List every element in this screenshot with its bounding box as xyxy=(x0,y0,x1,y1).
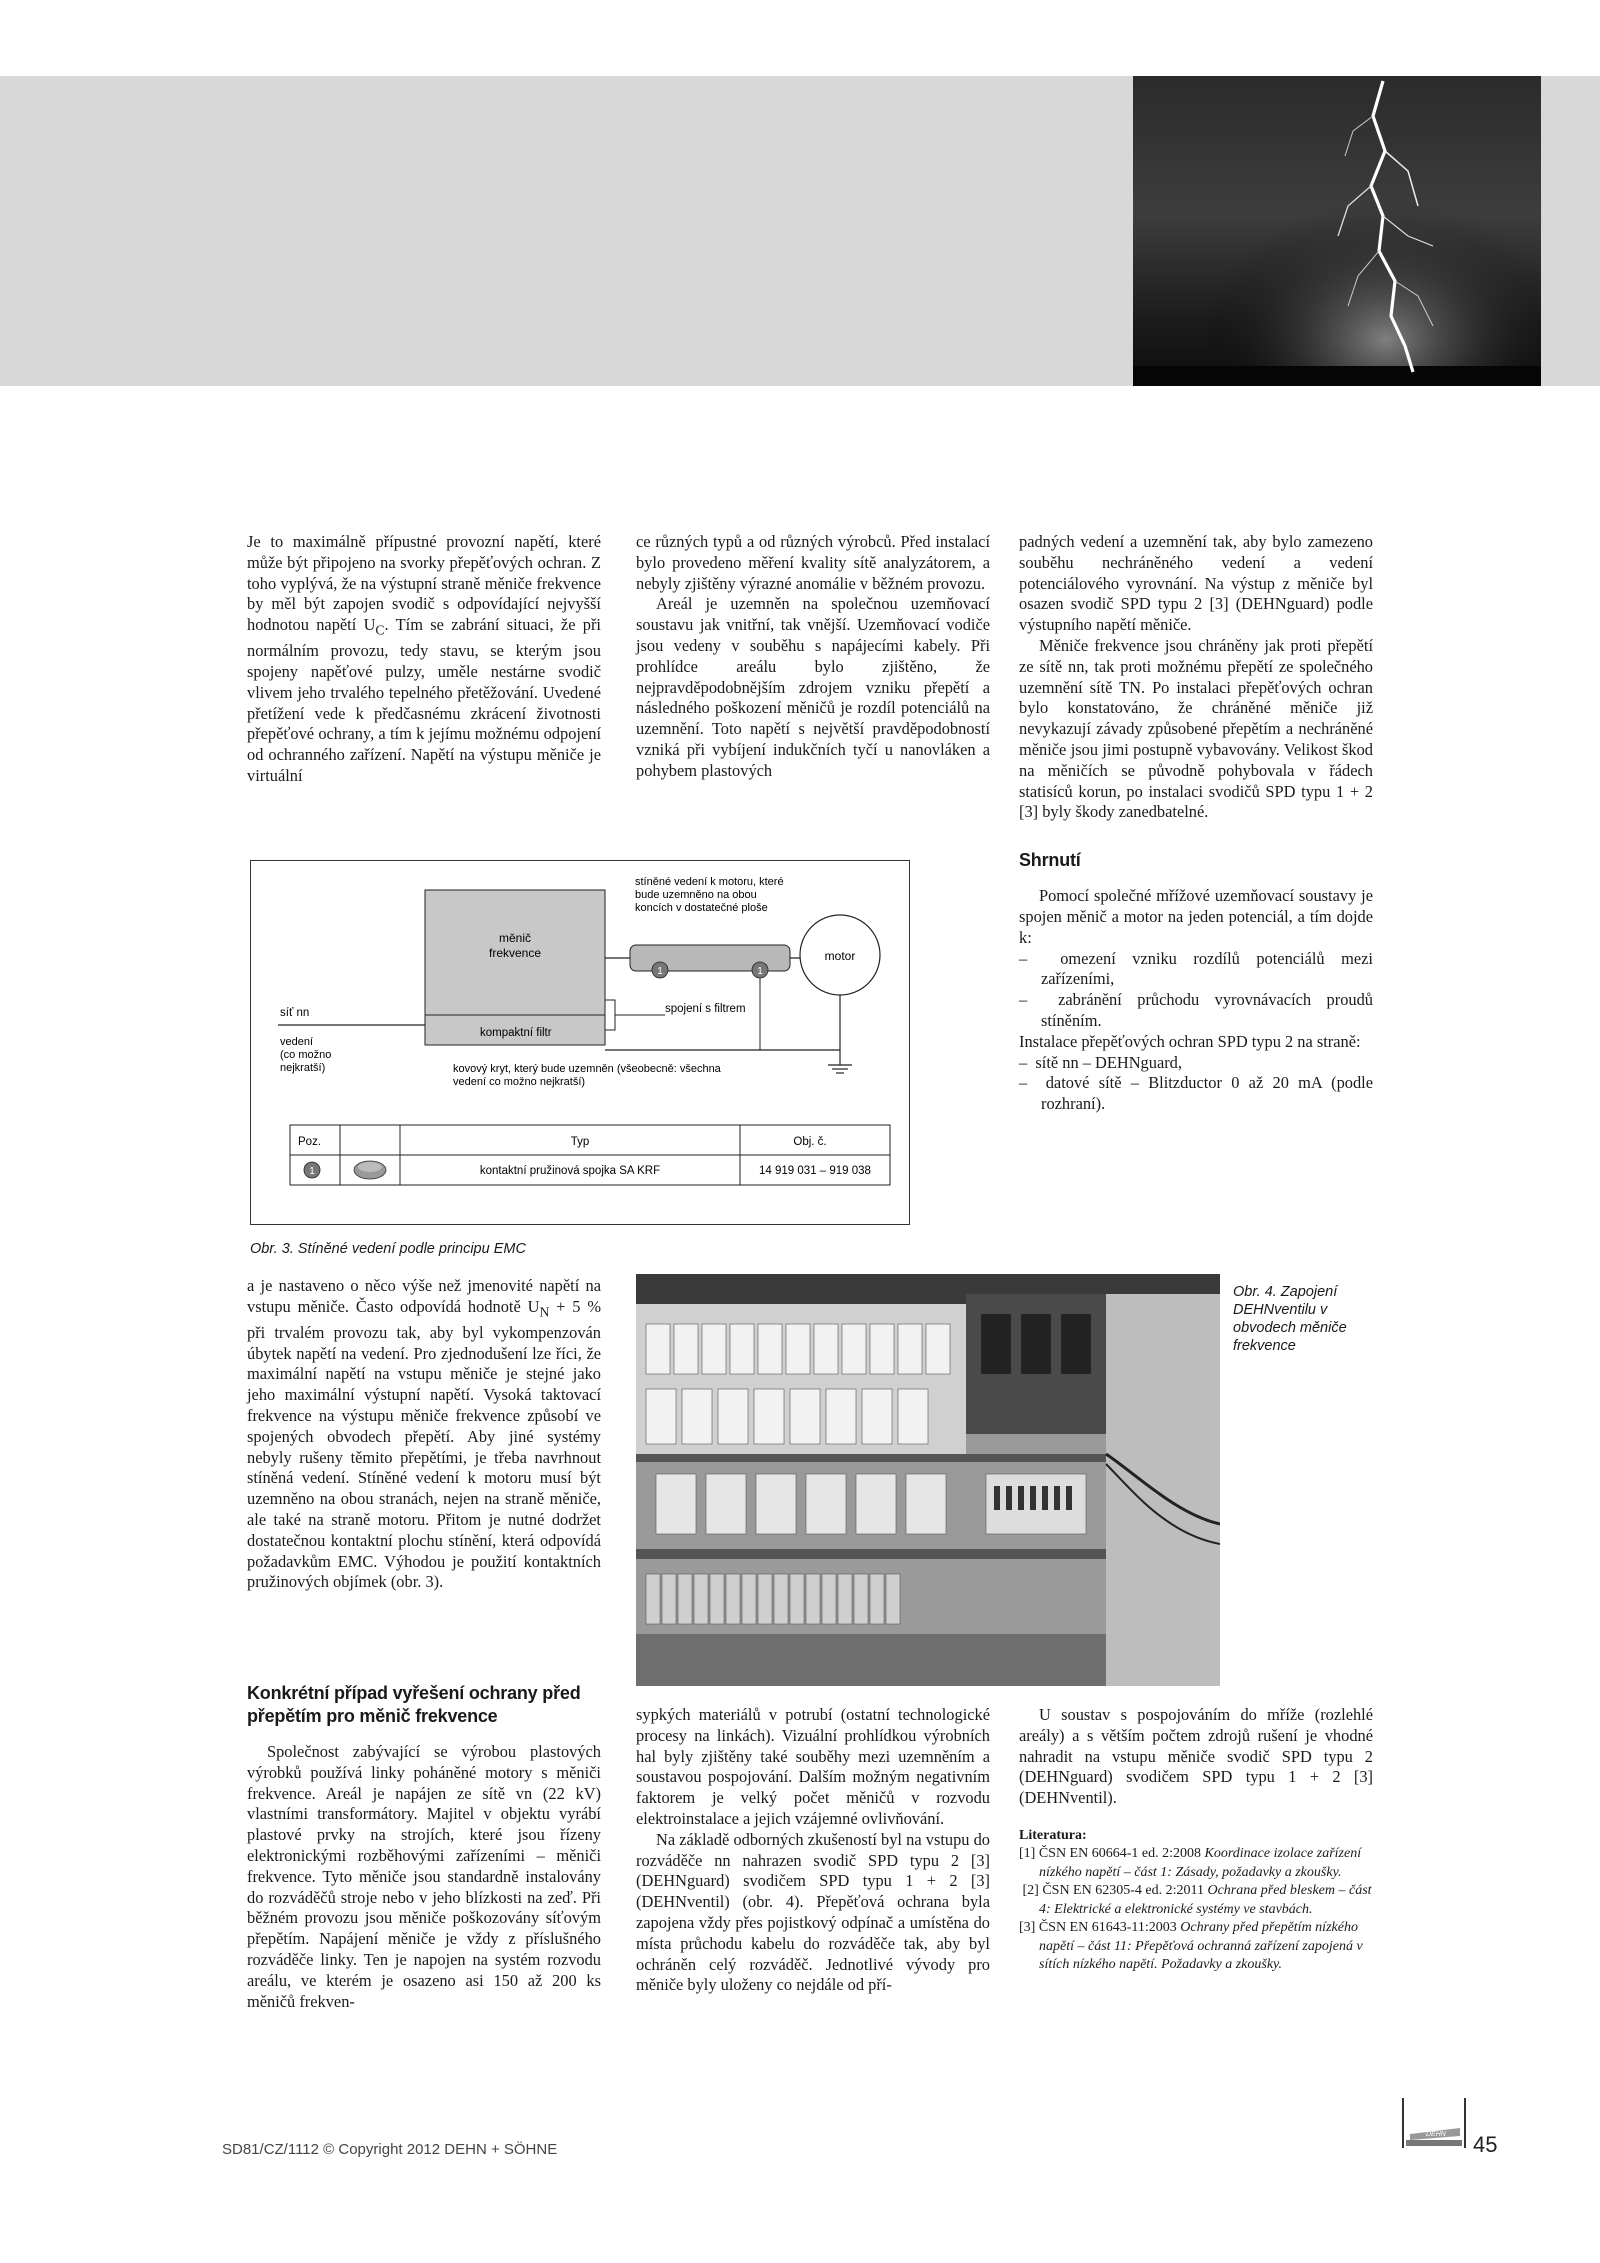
shield-label-2: bude uzemněno na obou xyxy=(635,889,757,901)
ref-title: Koordinace izolace zařízení nízkého napětí – část 1: Zásady, požadavky a zkoušky. xyxy=(1039,1846,1362,1880)
cabinet-photo xyxy=(636,1274,1220,1686)
paragraph: Společnost zabývající se výrobou plastových výrobků používá linky poháněné motory s měniči frekvence. Areál je napájen ze sítě vn (22 kV) vlastními transformátory. Majitel v objektu vyrábí plastové prvky na strojích, které jsou řízeny elektronickými rozběhovými zařízeními – měniči frekvence. Tyto měniče jsou standardně instalovány do rozváděčů stroje nebo v jeho blízkosti na zeď. Při běžném provozu jsou měniče poškozovány síťovým přepětím. Napájení měniče je vždy z příslušného rozváděče linky. Ten je napojen na systém rozvodu areálu, ve kterém je osazeno asi 150 až 200 ks měničů frekven- xyxy=(247,1742,601,2011)
ref-title: Ochrana před bleskem – část 4: Elektrické a elektronické systémy ve stavbách. xyxy=(1039,1883,1372,1917)
dehn-logo xyxy=(1402,2098,1468,2148)
paragraph: Měniče frekvence jsou chráněny jak proti přepětí ze sítě nn, tak proti možnému přepětí ze společného uzemnění sítě TN. Po instalaci přepěťových ochran bylo konstatováno, že chráněné měniče již nevykazují závady způsobené přepětím a nechráněné měniče jsou jimi postupně vybavovány. Velikost škod na měničích se původně pohybovala v řádech statisíců korun, po instalaci svodičů SPD typu 1 + 2 [3] byly škody zanedbatelné. xyxy=(1019,635,1373,822)
list xyxy=(1019,1053,1373,1115)
page-number: 45 xyxy=(1473,2132,1498,2157)
section-heading-case: Konkrétní případ vyřešení ochrany před přepětím pro měnič frekvence xyxy=(247,1683,581,1726)
section-heading-shrnuti: Shrnutí xyxy=(1019,850,1081,871)
shield-label-3: koncích v dostatečné ploše xyxy=(635,902,768,914)
column-1-middle xyxy=(247,1276,601,1593)
line-label-1: vedení xyxy=(280,1036,314,1048)
marker-label: 1 xyxy=(757,966,763,977)
line-label-3: nejkratší) xyxy=(280,1062,326,1074)
column-2-top xyxy=(636,532,990,782)
converter-label-1: měnič xyxy=(498,931,532,945)
line-label-2: (co možno xyxy=(280,1049,332,1061)
column-1-top xyxy=(247,532,601,787)
paragraph: Areál je uzemněn na společnou uzemňovací soustavu jak vnitřní, tak vnější. Uzemňovací vodiče jsou vedeny v souběhu s napájecími kabely. Při prohlídce areálu bylo zjištěno, že nejpravděpodobnějším zdrojem vzniku přepětí a následného poškození měničů je rozdíl potenciálů na uzemnění. Toto napětí s největší pravděpodobností vzniká při vybíjení indukčních tyčí u nanovláken a pohybem plastových xyxy=(636,594,990,780)
filter-label: kompaktní filtr xyxy=(480,1027,552,1039)
literature-item xyxy=(1019,1845,1373,1882)
mains-label: síť nn xyxy=(280,1007,310,1019)
literature-heading: Literatura: xyxy=(1019,1827,1087,1843)
table-head-order: Obj. č. xyxy=(793,1136,827,1148)
text: Je to maximálně přípustné provozní napětí, které může být připojeno na svorky přepěťových ochran. Z toho vyplývá, že na výstupní straně měniče frekvence by měl být zapojen svodič s odpovídající nejvyšší hodnotou napětí U xyxy=(247,532,601,635)
column-3-bottom xyxy=(1019,1705,1373,1975)
list-item: – zabránění průchodu vyrovnávacích proudů stíněním. xyxy=(1019,990,1373,1030)
table-head-pos: Poz. xyxy=(298,1136,322,1148)
list xyxy=(1019,949,1373,1032)
text: + 5 % při trvalém provozu tak, aby byl vykompenzován úbytek napětí na vedení. Pro zjednodušení lze říci, že maximální napětí na vstupu měniče je stejné jako jeho maximální výstupní napětí. Vysoká taktovací frekvence na výstupu měniče frekvence způsobí ve spojených obvodech přepětí. Aby jiné systémy nebyly rušeny těmito přepětími, je třeba navrhnout stíněná vedení. Stíněné vedení k motoru musí být uzemněno na obou stranách, nejen na straně měniče, ale také na straně motoru. Přitom je nutné dodržet dostatečnou kontaktní plochu stínění, která odpovídá požadavkům EMC. Výhodou je použití kontaktních pružinových objímek (obr. 3). xyxy=(247,1296,601,1592)
literature xyxy=(1019,1827,1373,1975)
paragraph xyxy=(247,1276,601,1593)
ref-title: Ochrany před přepětím nízkého napětí – část 11: Přepěťová ochranná zařízení zapojená v sítích nízkého napětí. Požadavky a zkoušky. xyxy=(1039,1920,1363,1973)
footer-copyright: SD81/CZ/1112 © Copyright 2012 DEHN + SÖHNE xyxy=(222,2141,558,2158)
column-2-bottom xyxy=(636,1705,990,1996)
column-3 xyxy=(1019,532,1373,1115)
list-item: – omezení vzniku rozdílů potenciálů mezi zařízeními, xyxy=(1019,948,1373,989)
cover-label-1: kovový kryt, který bude uzemněn (všeobecně: všechna xyxy=(453,1063,721,1075)
ref-number: [3] ČSN EN 61643-11:2003 xyxy=(1019,1920,1181,1936)
column-1-bottom xyxy=(247,1682,601,2012)
subscript: N xyxy=(539,1304,550,1320)
list-item: – sítě nn – DEHNguard, xyxy=(1019,1052,1182,1072)
filter-connection-label: spojení s filtrem xyxy=(665,1003,746,1015)
list-item: – datové sítě – Blitzductor 0 až 20 mA (podle rozhraní). xyxy=(1019,1073,1373,1114)
paragraph: U soustav s pospojováním do mříže (rozlehlé areály) a s větším počtem zdrojů rušení je vhodné nahradit na vstupu měniče svodič SPD typu 2 (DEHNguard) svodičem SPD typu 1 + 2 [3] (DEHNventil). xyxy=(1019,1705,1373,1808)
cover-label-2: vedení co možno nejkratší) xyxy=(453,1076,586,1088)
parts-table xyxy=(290,1125,890,1185)
paragraph: padných vedení a uzemnění tak, aby bylo zamezeno souběhu nechráněného vedení a vedení potenciálového vyrovnání. Na výstup z měniče byl osazen svodič SPD typu 2 [3] (DEHNguard) podle výstupního napětí měniče. xyxy=(1019,532,1373,635)
table-head-type: Typ xyxy=(570,1136,590,1148)
table-row-order: 14 919 031 – 919 038 xyxy=(759,1165,871,1177)
text: a je nastaveno o něco výše než jmenovité napětí na vstupu měniče. Často odpovídá hodnotě U xyxy=(247,1276,601,1316)
converter-box xyxy=(425,890,605,1045)
converter-label-2: frekvence xyxy=(488,946,542,960)
table-row-type: kontaktní pružinová spojka SA KRF xyxy=(479,1165,661,1177)
literature-item xyxy=(1019,1882,1373,1919)
paragraph xyxy=(247,532,601,787)
paragraph: Pomocí společné mřížové uzemňovací soustavy je spojen měnič a motor na jeden potenciál, a tím dojde k: xyxy=(1019,886,1373,947)
text: . Tím se zabrání situaci, že při normálním provozu, tedy stavu, se kterým jsou spojeny napěťové pulzy, uměle nestárne svodič vlivem jeho trvalého tepelného přetěžování. Uvedené přetížení vede k předčasnému zkrácení životnosti přepěťové ochrany, a tím k jejímu možnému odpojení od ochranného zařízení. Napětí na výstupu měniče je virtuální xyxy=(247,615,601,786)
marker-label: 1 xyxy=(657,966,663,977)
motor-label: motor xyxy=(824,949,856,963)
table-row-pos: 1 xyxy=(309,1166,315,1177)
paragraph: ce různých typů a od různých výrobců. Před instalací bylo provedeno měření kvality sítě analyzátorem, a nebyly zjištěny výrazné anomálie v běžném provozu. xyxy=(636,532,990,593)
logo-text: DEHN xyxy=(1426,2131,1446,2138)
literature-item xyxy=(1019,1919,1373,1975)
figure-3-caption: Obr. 3. Stíněné vedení podle principu EMC xyxy=(250,1241,526,1257)
emc-shielding-diagram xyxy=(250,860,910,1225)
paragraph: Na základě odborných zkušeností byl na vstupu do rozváděče nn nahrazen svodič SPD typu 2 [3] (DEHNguard) svodičem SPD typu 1 + 2 [3] (DEHNventil) (obr. 4). Přepěťová ochrana byla zapojena vždy přes pojistkový odpínač a umístěna do místa průchodu kabelu do rozváděče tak, aby byl ochráněn celý rozváděč. Jednotlivé vývody pro měniče byly uloženy co nejdále od pří- xyxy=(636,1829,990,1995)
ref-number: [1] ČSN EN 60664-1 ed. 2:2008 xyxy=(1019,1846,1205,1862)
figure-4-caption: Obr. 4. Zapojení DEHNventilu v obvodech měniče frekvence xyxy=(1233,1284,1347,1354)
subscript: C xyxy=(375,622,385,638)
ref-number: [2] ČSN EN 62305-4 ed. 2:2011 xyxy=(1019,1883,1208,1899)
lightning-photo xyxy=(1133,76,1541,386)
paragraph: Instalace přepěťových ochran SPD typu 2 na straně: xyxy=(1019,1031,1361,1051)
paragraph: sypkých materiálů v potrubí (ostatní technologické procesy na linkách). Vizuální prohlídkou výrobních hal byly zjištěny také souběhy mezi uzemněním a soustavou pospojování. Dalším možným negativním faktorem je velký počet měničů v rozvodu elektroinstalace a jejich vzájemné ovlivňování. xyxy=(636,1705,990,1828)
shield-label-1: stíněné vedení k motoru, které xyxy=(635,876,784,888)
